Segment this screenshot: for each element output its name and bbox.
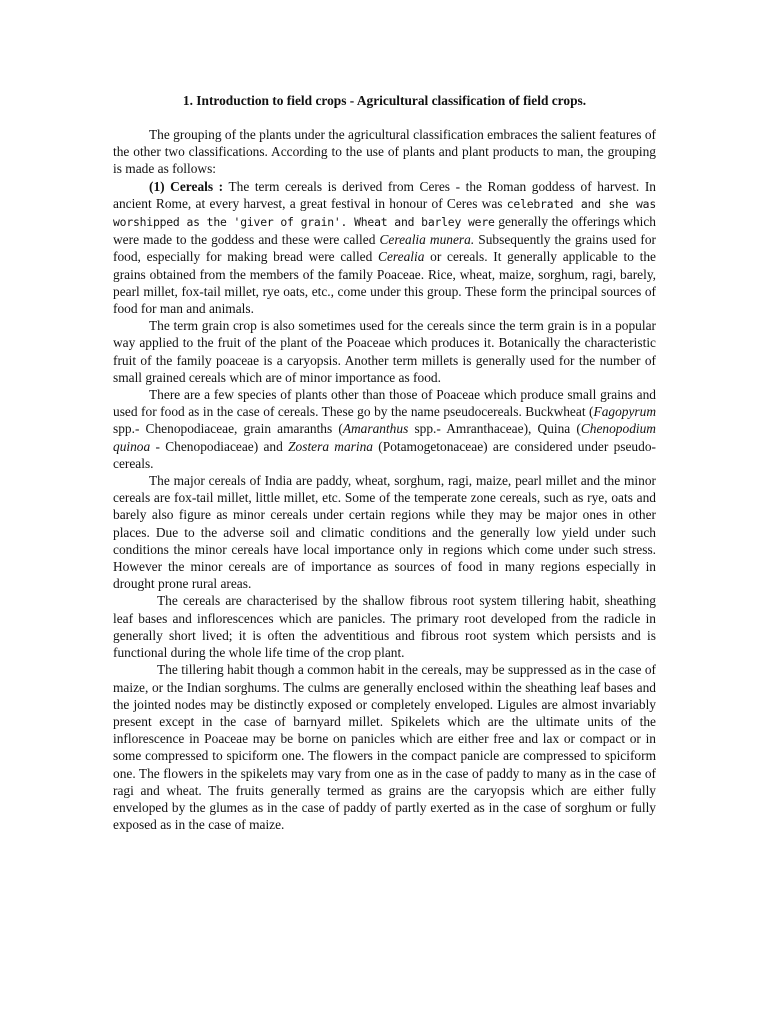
italic-term: Cerealia munera. [379,232,475,248]
text-span: Subsequently the grains used for food, especially for making bread were called [113,232,656,265]
document-page [113,92,656,833]
paragraph-intro: The grouping of the plants under the agricultural classification embraces the salient features of the other two classifications. According to the use of plants and plant products to man, the grouping is made as follows: [113,127,656,177]
italic-term: Zostera marina [288,438,373,454]
paragraph-characteristics: The cereals are characterised by the shallow fibrous root system tillering habit, sheathing leaf bases and inflorescences which are panicles. The primary root developed from the radicle in generally short lived; it is often the adventitious and fibrous root system which persists and is functional during the whole life time of the crop plant. [113,593,656,661]
paragraph-cereals [113,178,656,318]
typewriter-text-span: celebrated and she was worshipped as the 'giver of grain'. Wheat and barley were [113,196,656,230]
paragraph-grain-crop: The term grain crop is also sometimes used for the cereals since the term grain is in a popular way applied to the fruit of the plant of the Poaceae which produces it. Botanically the characteristic fruit of the family poaceae is a caryopsis. Another term millets is generally used for the number of small grained cereals which are of minor importance as food. [113,318,656,385]
text-span: spp.- Chenopodiaceae, grain amaranths ( [113,421,343,437]
text-span: - Chenopodiaceae) and [150,438,289,454]
text-span: The term cereals is derived from Ceres - the Roman goddess of harvest. In ancient Rome, at every harvest, a great festival in honour of Ceres was [113,178,656,211]
cereals-heading: (1) Cereals : [149,178,224,194]
italic-term: Chenopodium quinoa [113,421,656,454]
text-span: spp.- Amranthaceae), Quina ( [408,421,581,437]
text-span: (Potamogetonaceae) are considered under pseudo-cereals. [113,438,656,471]
text-span: generally the offerings which were made to the goddess and these were called [113,214,656,248]
text-span: or cereals. It generally applicable to the grains obtained from the members of the family Poaceae. Rice, wheat, maize, sorghum, ragi, barely, pearl millet, fox-tail millet, rye oats, etc., come under this group. These form the principal sources of food for man and animals. [113,249,656,317]
paragraph-pseudocereals [113,386,656,472]
italic-term: Fagopyrum [593,404,656,420]
italic-term: Amaranthus [342,421,409,437]
paragraph-major-cereals: The major cereals of India are paddy, wheat, sorghum, ragi, maize, pearl millet and the minor cereals are fox-tail millet, little millet, etc. Some of the temperate zone cereals, such as rye, oats and barely also figure as minor cereals under certain regions while they may be major ones in other places. Due to the adverse soil and climatic conditions and the generally low yield under such conditions the minor cereals have local importance only in regions which come under such stress. However the minor cereals are of importance as sources of food in many regions especially in drought prone rural areas. [113,473,656,592]
italic-term: Cerealia [378,249,425,265]
paragraph-tillering: The tillering habit though a common habit in the cereals, may be suppressed as in the case of maize, or the Indian sorghums. The culms are generally enclosed within the sheathing leaf bases and the jointed nodes may be distinctly exposed or completely enveloped. Ligules are almost invariably present except in the case of barnyard millet. Spikelets which are the ultimate units of the inflorescence in Poaceae may be borne on panicles which are either free and lax or compact or in some compressed to spiciform one. The flowers in the compact panicle are compressed to spiciform one. The flowers in the spikelets may vary from one as in the case of paddy to many as in the case of ragi and wheat. The fruits generally termed as grains are the caryopsis which are either fully enveloped by the glumes as in the case of paddy of partly exerted as in the case of sorghum or fully exposed as in the case of maize. [113,662,656,833]
text-span: There are a few species of plants other than those of Poaceae which produce small grains and used for food as in the case of cereals. These go by the name pseudocereals. Buckwheat ( [113,387,656,420]
page-title: 1. Introduction to field crops - Agricultural classification of field crops. [182,93,587,108]
